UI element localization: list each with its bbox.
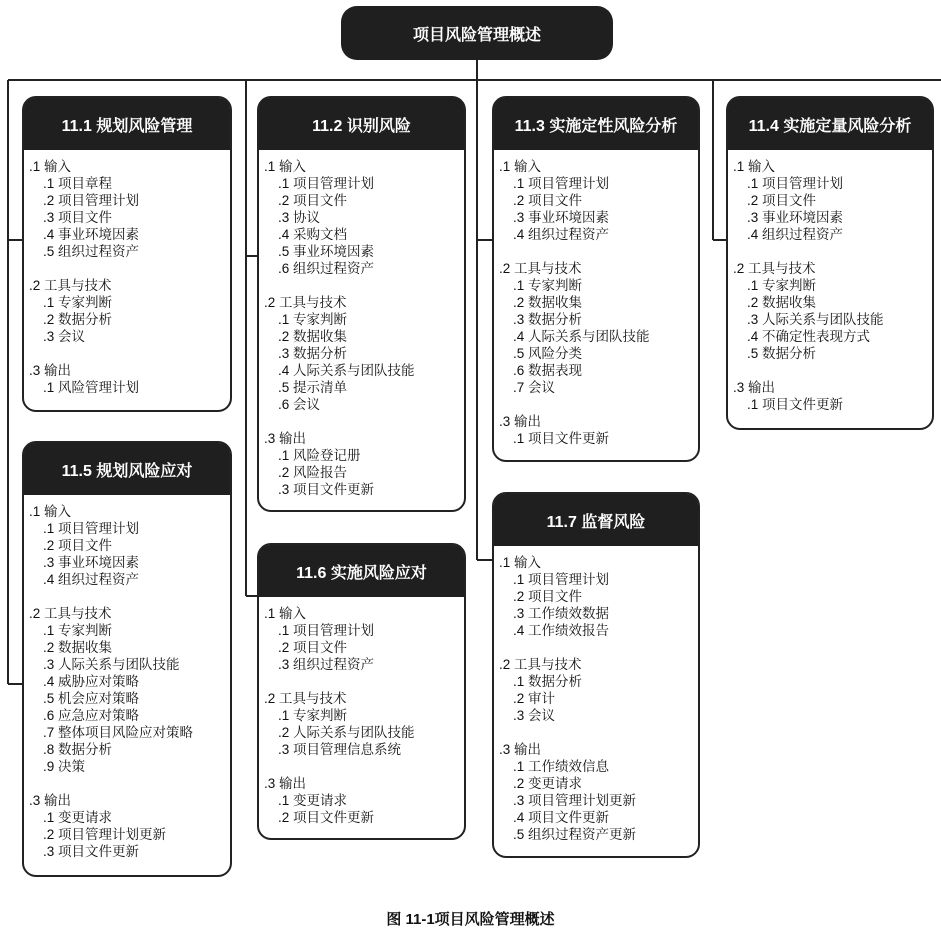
process-title: 11.5 规划风险应对 xyxy=(24,443,230,495)
list-item: .4 组织过程资产 xyxy=(513,227,610,242)
list-item: .1 专家判断 xyxy=(43,295,113,310)
section-outputs xyxy=(499,413,698,447)
list-item: .8 数据分析 xyxy=(43,742,113,757)
list-item: .6 应急应对策略 xyxy=(43,708,140,723)
list-item: .3 事业环境因素 xyxy=(43,555,140,570)
list-item: .2 项目管理计划更新 xyxy=(43,827,167,842)
list-item: .1 项目管理计划 xyxy=(43,521,140,536)
list-item: .5 组织过程资产更新 xyxy=(513,827,637,842)
list-item: .3 协议 xyxy=(278,210,321,225)
list-item: .6 会议 xyxy=(278,397,321,412)
section-outputs xyxy=(733,379,932,413)
list-item: .1 变更请求 xyxy=(43,810,113,825)
list-item: .9 决策 xyxy=(43,759,86,774)
list-item: .5 机会应对策略 xyxy=(43,691,140,706)
section-tools xyxy=(264,690,464,758)
section-outputs xyxy=(264,775,464,826)
list-item: .3 事业环境因素 xyxy=(747,210,844,225)
list-item: .7 会议 xyxy=(513,380,556,395)
section-inputs xyxy=(733,158,932,243)
list-item: .7 整体项目风险应对策略 xyxy=(43,725,194,740)
list-item: .1 数据分析 xyxy=(513,674,583,689)
list-item: .1 项目章程 xyxy=(43,176,113,191)
section-title: .1 输入 xyxy=(264,159,307,174)
section-outputs xyxy=(499,741,698,843)
section-title: .2 工具与技术 xyxy=(29,606,112,621)
process-title: 11.7 监督风险 xyxy=(494,494,698,546)
list-item: .4 不确定性表现方式 xyxy=(747,329,871,344)
process-11-4 xyxy=(726,96,934,430)
list-item: .3 工作绩效数据 xyxy=(513,606,610,621)
section-title: .1 输入 xyxy=(733,159,776,174)
section-inputs xyxy=(499,158,698,243)
section-tools xyxy=(499,260,698,396)
root-title-box xyxy=(341,6,613,60)
section-tools xyxy=(29,605,230,775)
section-title: .3 输出 xyxy=(29,793,72,808)
list-item: .4 组织过程资产 xyxy=(43,572,140,587)
list-item: .4 人际关系与团队技能 xyxy=(278,363,415,378)
list-item: .3 项目文件更新 xyxy=(278,482,375,497)
list-item: .4 工作绩效报告 xyxy=(513,623,610,638)
list-item: .2 人际关系与团队技能 xyxy=(278,725,415,740)
list-item: .1 项目管理计划 xyxy=(278,176,375,191)
section-title: .2 工具与技术 xyxy=(264,691,347,706)
section-title: .2 工具与技术 xyxy=(29,278,112,293)
list-item: .1 风险登记册 xyxy=(278,448,361,463)
section-title: .3 输出 xyxy=(499,414,542,429)
process-11-1 xyxy=(22,96,232,412)
process-11-7 xyxy=(492,492,700,858)
list-item: .2 项目文件 xyxy=(513,193,583,208)
list-item: .3 项目管理信息系统 xyxy=(278,742,402,757)
list-item: .2 数据收集 xyxy=(747,295,817,310)
process-11-3 xyxy=(492,96,700,462)
section-inputs xyxy=(29,503,230,588)
section-title: .2 工具与技术 xyxy=(499,657,582,672)
list-item: .2 数据收集 xyxy=(513,295,583,310)
process-title: 11.3 实施定性风险分析 xyxy=(494,98,698,150)
list-item: .1 专家判断 xyxy=(513,278,583,293)
list-item: .2 数据收集 xyxy=(278,329,348,344)
section-title: .3 输出 xyxy=(264,776,307,791)
list-item: .3 会议 xyxy=(43,329,86,344)
list-item: .3 项目管理计划更新 xyxy=(513,793,637,808)
list-item: .2 风险报告 xyxy=(278,465,348,480)
list-item: .5 风险分类 xyxy=(513,346,583,361)
list-item: .3 数据分析 xyxy=(278,346,348,361)
list-item: .5 组织过程资产 xyxy=(43,244,140,259)
section-title: .2 工具与技术 xyxy=(733,261,816,276)
list-item: .2 项目文件 xyxy=(747,193,817,208)
root-title: 项目风险管理概述 xyxy=(412,26,541,44)
section-inputs xyxy=(499,554,698,639)
list-item: .1 项目文件更新 xyxy=(747,397,844,412)
list-item: .5 事业环境因素 xyxy=(278,244,375,259)
process-11-6 xyxy=(257,543,466,840)
list-item: .2 项目文件 xyxy=(513,589,583,604)
list-item: .1 专家判断 xyxy=(43,623,113,638)
section-title: .1 输入 xyxy=(499,555,542,570)
list-item: .4 事业环境因素 xyxy=(43,227,140,242)
section-title: .1 输入 xyxy=(29,504,72,519)
section-title: .1 输入 xyxy=(264,606,307,621)
section-tools xyxy=(264,294,464,413)
process-title: 11.1 规划风险管理 xyxy=(24,98,230,150)
list-item: .3 人际关系与团队技能 xyxy=(747,312,884,327)
list-item: .3 会议 xyxy=(513,708,556,723)
list-item: .3 项目文件 xyxy=(43,210,113,225)
list-item: .1 专家判断 xyxy=(747,278,817,293)
list-item: .1 专家判断 xyxy=(278,312,348,327)
list-item: .4 人际关系与团队技能 xyxy=(513,329,650,344)
section-tools xyxy=(29,277,230,345)
section-title: .1 输入 xyxy=(499,159,542,174)
list-item: .6 数据表现 xyxy=(513,363,583,378)
figure-caption: 图 11-1项目风险管理概述 xyxy=(386,911,555,928)
section-title: .2 工具与技术 xyxy=(264,295,347,310)
list-item: .1 项目管理计划 xyxy=(513,176,610,191)
list-item: .3 事业环境因素 xyxy=(513,210,610,225)
list-item: .5 数据分析 xyxy=(747,346,817,361)
section-tools xyxy=(733,260,932,362)
list-item: .2 数据收集 xyxy=(43,640,113,655)
process-11-5 xyxy=(22,441,232,877)
section-inputs xyxy=(29,158,230,260)
section-title: .1 输入 xyxy=(29,159,72,174)
list-item: .2 项目管理计划 xyxy=(43,193,140,208)
list-item: .2 项目文件 xyxy=(278,193,348,208)
section-title: .3 输出 xyxy=(499,742,542,757)
list-item: .4 采购文档 xyxy=(278,227,348,242)
process-11-2 xyxy=(257,96,466,512)
list-item: .2 数据分析 xyxy=(43,312,113,327)
list-item: .4 组织过程资产 xyxy=(747,227,844,242)
section-title: .3 输出 xyxy=(29,363,72,378)
list-item: .1 工作绩效信息 xyxy=(513,759,610,774)
list-item: .2 变更请求 xyxy=(513,776,583,791)
list-item: .5 提示清单 xyxy=(278,380,348,395)
list-item: .6 组织过程资产 xyxy=(278,261,375,276)
list-item: .1 项目文件更新 xyxy=(513,431,610,446)
list-item: .1 变更请求 xyxy=(278,793,348,808)
list-item: .2 审计 xyxy=(513,691,556,706)
list-item: .4 威胁应对策略 xyxy=(43,674,140,689)
list-item: .2 项目文件更新 xyxy=(278,810,375,825)
list-item: .1 项目管理计划 xyxy=(513,572,610,587)
section-outputs xyxy=(29,792,230,860)
list-item: .3 人际关系与团队技能 xyxy=(43,657,180,672)
list-item: .1 项目管理计划 xyxy=(278,623,375,638)
section-title: .3 输出 xyxy=(264,431,307,446)
list-item: .3 项目文件更新 xyxy=(43,844,140,859)
process-title: 11.6 实施风险应对 xyxy=(259,545,464,597)
list-item: .1 项目管理计划 xyxy=(747,176,844,191)
section-inputs xyxy=(264,605,464,673)
process-title: 11.4 实施定量风险分析 xyxy=(728,98,932,150)
list-item: .3 数据分析 xyxy=(513,312,583,327)
list-item: .4 项目文件更新 xyxy=(513,810,610,825)
section-outputs xyxy=(264,430,464,498)
section-tools xyxy=(499,656,698,724)
section-outputs xyxy=(29,362,230,396)
section-inputs xyxy=(264,158,464,277)
list-item: .3 组织过程资产 xyxy=(278,657,375,672)
section-title: .2 工具与技术 xyxy=(499,261,582,276)
list-item: .2 项目文件 xyxy=(278,640,348,655)
list-item: .1 风险管理计划 xyxy=(43,380,140,395)
list-item: .1 专家判断 xyxy=(278,708,348,723)
list-item: .2 项目文件 xyxy=(43,538,113,553)
section-title: .3 输出 xyxy=(733,380,776,395)
process-title: 11.2 识别风险 xyxy=(259,98,464,150)
